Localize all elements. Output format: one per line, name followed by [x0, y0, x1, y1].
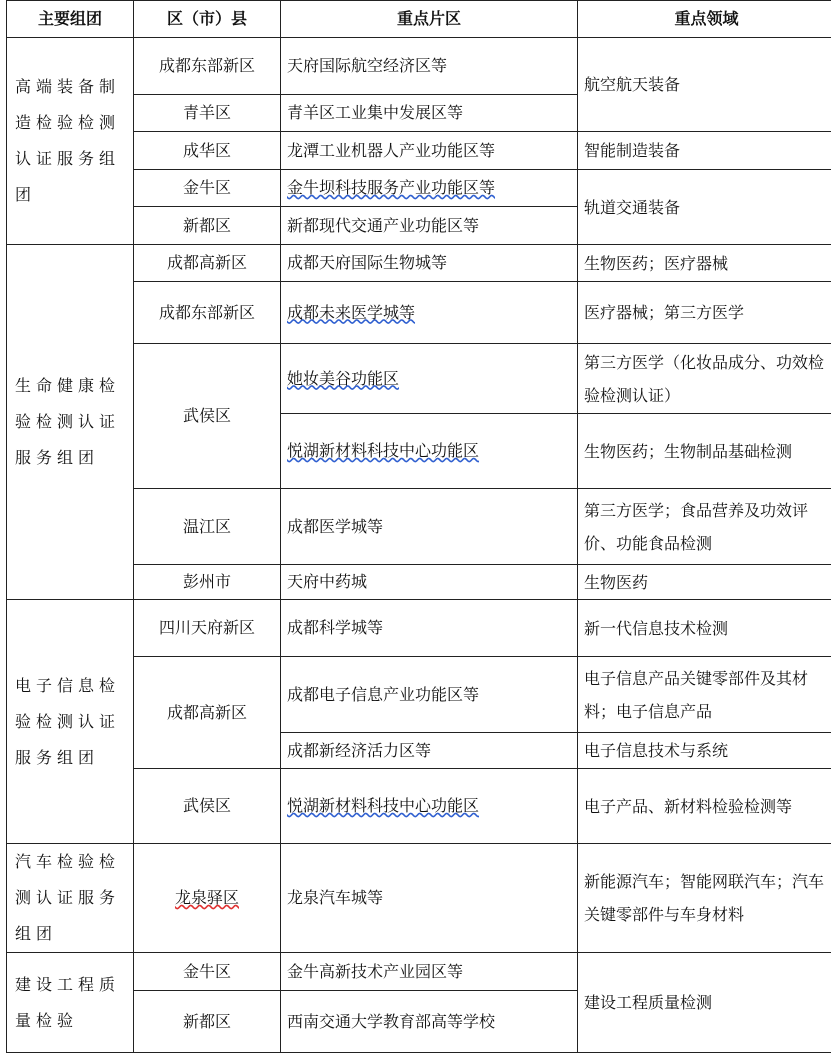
district-cell: 武侯区	[134, 344, 281, 489]
zone-cell	[281, 414, 578, 489]
group-cell: 高端装备制造检验检测认证服务组团	[7, 38, 134, 245]
field-cell: 电子信息技术与系统	[578, 733, 831, 769]
district-cell: 温江区	[134, 489, 281, 565]
field-cell: 新能源汽车；智能网联汽车；汽车关键零部件与车身材料	[578, 844, 831, 953]
zone-cell: 龙潭工业机器人产业功能区等	[281, 132, 578, 170]
group-cell: 汽车检验检测认证服务组团	[7, 844, 134, 953]
zone-text: 悦湖新材料科技中心功能区	[287, 796, 479, 815]
zone-text: 金牛坝科技服务产业功能区等	[287, 178, 495, 197]
header-field: 重点领域	[578, 1, 831, 38]
district-cell: 新都区	[134, 991, 281, 1053]
group-cell: 生命健康检验检测认证服务组团	[7, 245, 134, 600]
header-zone: 重点片区	[281, 1, 578, 38]
table-row	[7, 844, 831, 953]
district-cell: 金牛区	[134, 953, 281, 991]
zone-cell: 天府中药城	[281, 565, 578, 600]
key-zones-table	[6, 0, 831, 1053]
zone-text: 成都未来医学城等	[287, 303, 415, 322]
district-cell: 新都区	[134, 207, 281, 245]
field-cell: 第三方医学；食品营养及功效评价、功能食品检测	[578, 489, 831, 565]
zone-cell: 成都医学城等	[281, 489, 578, 565]
district-cell: 彭州市	[134, 565, 281, 600]
zone-cell: 成都电子信息产业功能区等	[281, 657, 578, 733]
field-cell: 生物医药；医疗器械	[578, 245, 831, 282]
district-cell: 成都东部新区	[134, 282, 281, 344]
field-cell: 轨道交通装备	[578, 170, 831, 245]
district-cell	[134, 844, 281, 953]
district-cell: 成都东部新区	[134, 38, 281, 95]
field-cell: 电子产品、新材料检验检测等	[578, 769, 831, 844]
field-cell: 电子信息产品关键零部件及其材料；电子信息产品	[578, 657, 831, 733]
zone-cell	[281, 344, 578, 414]
table-row	[7, 245, 831, 282]
zone-cell	[281, 282, 578, 344]
zone-cell: 成都科学城等	[281, 600, 578, 657]
zone-text: 她妆美谷功能区	[287, 369, 399, 388]
field-cell: 航空航天装备	[578, 38, 831, 132]
zone-cell: 成都天府国际生物城等	[281, 245, 578, 282]
field-cell: 生物医药	[578, 565, 831, 600]
district-cell: 成华区	[134, 132, 281, 170]
zone-cell: 龙泉汽车城等	[281, 844, 578, 953]
header-row	[7, 1, 831, 38]
field-cell: 智能制造装备	[578, 132, 831, 170]
table-row	[7, 600, 831, 657]
district-cell: 青羊区	[134, 95, 281, 132]
table-row	[7, 38, 831, 95]
district-cell: 成都高新区	[134, 657, 281, 769]
district-cell: 金牛区	[134, 170, 281, 207]
district-cell: 四川天府新区	[134, 600, 281, 657]
zone-cell: 青羊区工业集中发展区等	[281, 95, 578, 132]
header-district: 区（市）县	[134, 1, 281, 38]
district-text: 龙泉驿区	[175, 888, 239, 907]
header-group: 主要组团	[7, 1, 134, 38]
table-row	[7, 953, 831, 991]
field-cell: 第三方医学（化妆品成分、功效检验检测认证）	[578, 344, 831, 414]
group-cell: 电子信息检验检测认证服务组团	[7, 600, 134, 844]
zone-cell: 西南交通大学教育部高等学校	[281, 991, 578, 1053]
zone-cell: 新都现代交通产业功能区等	[281, 207, 578, 245]
zone-cell	[281, 769, 578, 844]
group-cell: 建设工程质量检验	[7, 953, 134, 1053]
zone-cell: 金牛高新技术产业园区等	[281, 953, 578, 991]
zone-text: 悦湖新材料科技中心功能区	[287, 441, 479, 460]
field-cell: 建设工程质量检测	[578, 953, 831, 1053]
zone-cell	[281, 170, 578, 207]
district-cell: 武侯区	[134, 769, 281, 844]
field-cell: 新一代信息技术检测	[578, 600, 831, 657]
district-cell: 成都高新区	[134, 245, 281, 282]
zone-cell: 天府国际航空经济区等	[281, 38, 578, 95]
field-cell: 生物医药；生物制品基础检测	[578, 414, 831, 489]
field-cell: 医疗器械；第三方医学	[578, 282, 831, 344]
zone-cell: 成都新经济活力区等	[281, 733, 578, 769]
